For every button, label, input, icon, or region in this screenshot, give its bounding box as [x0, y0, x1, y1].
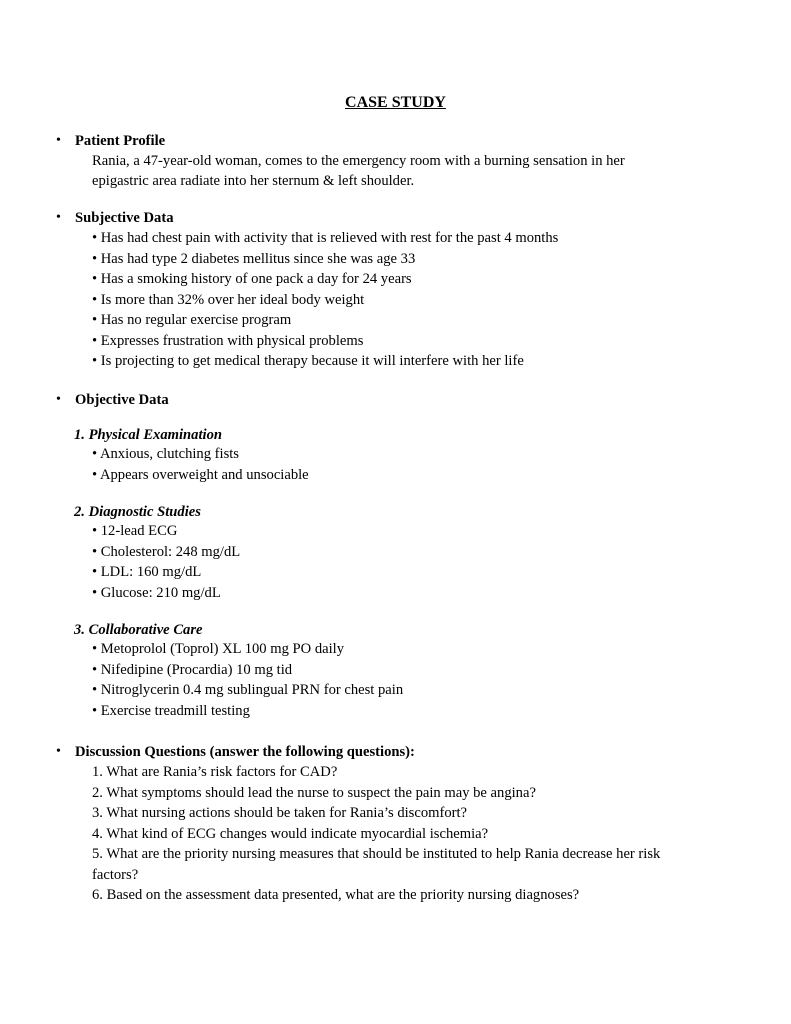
question-item: 3. What nursing actions should be taken for Rania’s discomfort?	[92, 805, 468, 821]
bullet: •	[56, 392, 61, 407]
bullet: •	[56, 744, 61, 759]
question-item: 1. What are Rania’s risk factors for CAD?	[92, 764, 338, 780]
list-item: • 12-lead ECG	[92, 523, 178, 539]
list-item: • Has had chest pain with activity that is relieved with rest for the past 4 months	[92, 230, 559, 246]
question-item: 2. What symptoms should lead the nurse to suspect the pain may be angina?	[92, 784, 536, 801]
question-item: 4. What kind of ECG changes would indicate myocardial ischemia?	[92, 825, 489, 842]
list-item: • Has no regular exercise program	[92, 312, 292, 328]
section-heading: Patient Profile	[75, 133, 166, 149]
bullet: •	[56, 210, 61, 225]
list-item: • Nitroglycerin 0.4 mg sublingual PRN for chest pain	[92, 682, 404, 698]
list-item: • Nifedipine (Procardia) 10 mg tid	[92, 661, 293, 678]
list-item: • Expresses frustration with physical problems	[92, 332, 364, 349]
question-item: 6. Based on the assessment data presented, what are the priority nursing diagnoses?	[92, 887, 580, 903]
subsection-heading-physical-examination: 1. Physical Examination	[74, 427, 222, 443]
bullet: •	[56, 133, 61, 148]
list-item: • Has had type 2 diabetes mellitus since she was age 33	[92, 250, 416, 267]
profile-text-line-1: Rania, a 47-year-old woman, comes to the emergency room with a burning sensation in her	[92, 153, 625, 169]
section-heading: Subjective Data	[75, 210, 174, 226]
profile-text-line-2: epigastric area radiate into her sternum & left shoulder.	[92, 173, 415, 189]
list-item: • LDL: 160 mg/dL	[92, 564, 202, 580]
list-item: • Exercise treadmill testing	[92, 702, 250, 719]
list-item: • Is projecting to get medical therapy because it will interfere with her life	[92, 353, 524, 369]
list-item: • Cholesterol: 248 mg/dL	[92, 543, 241, 560]
list-item: • Appears overweight and unsociable	[92, 466, 309, 483]
section-heading: Objective Data	[75, 392, 169, 408]
subsection-heading-diagnostic-studies: 2. Diagnostic Studies	[74, 504, 201, 520]
section-heading: Discussion Questions (answer the following questions):	[75, 744, 415, 760]
list-item: • Has a smoking history of one pack a day for 24 years	[92, 271, 412, 287]
list-item: • Glucose: 210 mg/dL	[92, 584, 221, 601]
list-item: • Is more than 32% over her ideal body weight	[92, 291, 365, 308]
subsection-heading-collaborative-care: 3. Collaborative Care	[74, 622, 203, 638]
page-title: CASE STUDY	[345, 94, 446, 111]
list-item: • Metoprolol (Toprol) XL 100 mg PO daily	[92, 641, 345, 657]
question-item-continuation: factors?	[92, 866, 139, 883]
question-item: 5. What are the priority nursing measures that should be instituted to help Rania decrease her risk	[92, 846, 661, 862]
list-item: • Anxious, clutching fists	[92, 446, 239, 462]
